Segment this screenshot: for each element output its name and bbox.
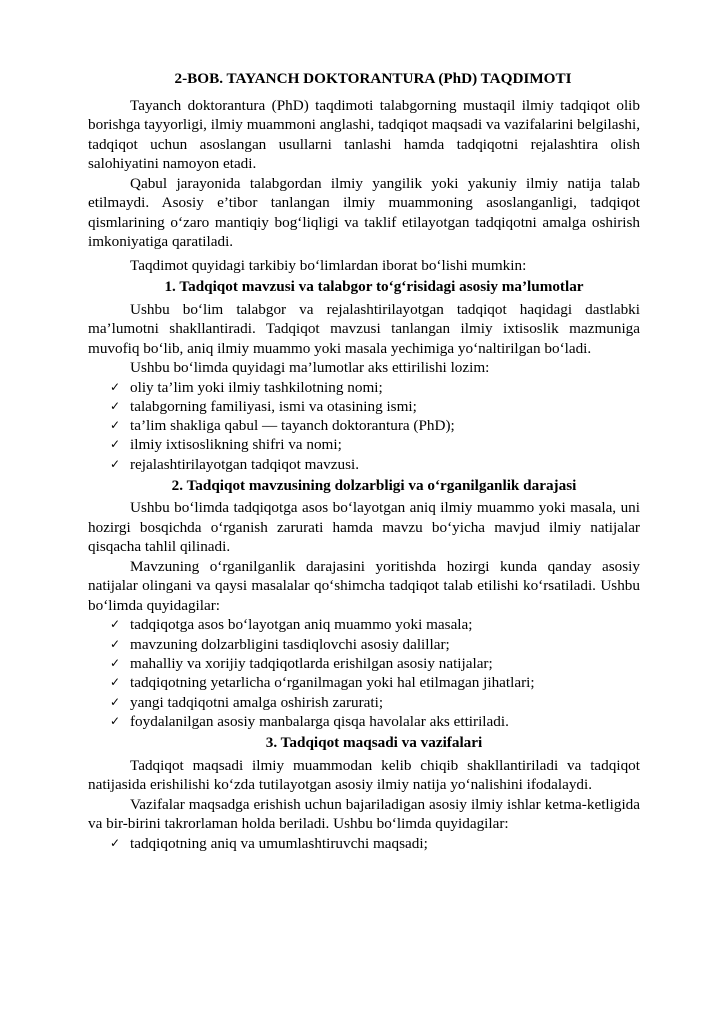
checklist <box>88 378 640 474</box>
checklist <box>88 615 640 731</box>
section-paragraph: Ushbu bo‘limda tadqiqotga asos bo‘layotgan aniq ilmiy muammo yoki masala, uni hozirgi bosqichda o‘rganish zarurati hamda mavzu bo‘yicha mavjud ilmiy natijalar qisqacha tahlil qilinadi. <box>88 499 640 556</box>
intro-paragraph: Qabul jarayonida talabgordan ilmiy yangilik yoki yakuniy ilmiy natija talab etilmaydi. Asosiy e’tibor tanlangan ilmiy muammoning asoslanganligi, tadqiqot qismlarining o‘zaro mantiqiy bog‘liqligi va taklif etilayotgan tadqiqotni amalga oshirish imkoniyatiga qaratiladi. <box>88 174 640 250</box>
check-mark-icon: ✓ <box>110 437 121 452</box>
list-item: ✓ mahalliy va xorijiy tadqiqotlarda erishilgan asosiy natijalar; <box>110 655 493 673</box>
check-mark-icon: ✓ <box>110 617 121 632</box>
list-item: ✓ tadqiqotning yetarlicha o‘rganilmagan yoki hal etilmagan jihatlari; <box>110 674 535 692</box>
section-heading: 2. Tadqiqot mavzusining dolzarbligi va o‘rganilganlik darajasi <box>171 476 577 494</box>
document-page <box>88 69 640 853</box>
check-mark-icon: ✓ <box>110 398 121 413</box>
list-item: ✓ rejalashtirilayotgan tadqiqot mavzusi. <box>110 455 360 473</box>
section-paragraph: Mavzuning o‘rganilganlik darajasini yoritishda hozirgi kunda qanday asosiy natijalar olingani va qaysi masalalar qo‘shimcha tadqiqot talab etilishi ko‘rsatiladi. Ushbu bo‘limda quyidagilar: <box>88 557 640 614</box>
section-paragraph: Vazifalar maqsadga erishish uchun bajariladigan asosiy ilmiy ishlar ketma-ketligida va bir-birini takrorlaman holda beriladi. Ushbu bo‘limda quyidagilar: <box>88 795 640 833</box>
section-paragraph: Ushbu bo‘lim talabgor va rejalashtirilayotgan tadqiqot haqidagi dastlabki ma’lumotni shakllantiradi. Tadqiqot mavzusi tanlangan ilmiy ixtisoslik mazmuniga muvofiq bo‘lib, aniq ilmiy muammo yoki masala yechimiga yo‘naltirilgan bo‘ladi. <box>88 300 640 357</box>
check-mark-icon: ✓ <box>110 694 121 709</box>
check-mark-icon: ✓ <box>110 835 121 850</box>
section-paragraph: Tadqiqot maqsadi ilmiy muammodan kelib chiqib shakllantiriladi va tadqiqot natijasida erishilishi ko‘zda tutilayotgan asosiy ilmiy natija yo‘nalishini ifodalaydi. <box>88 756 640 794</box>
section-paragraph: Ushbu bo‘limda quyidagi ma’lumotlar aks ettirilishi lozim: <box>130 359 490 376</box>
list-item: ✓ foydalanilgan asosiy manbalarga qisqa havolalar aks ettiriladi. <box>110 712 509 730</box>
check-mark-icon: ✓ <box>110 713 121 728</box>
list-item: ✓ ta’lim shakliga qabul — tayanch doktorantura (PhD); <box>110 417 455 435</box>
check-mark-icon: ✓ <box>110 636 121 651</box>
intro-paragraph: Tayanch doktorantura (PhD) taqdimoti talabgorning mustaqil ilmiy tadqiqot olib borishga tayyorligi, ilmiy muammoni anglashi, tadqiqot maqsadi va vazifalarini belgilashi, tadqiqot uchun asoslangan usullarni tanlashi hamda tadqiqotni rejalashtira olish salohiyatini namoyon etadi. <box>88 96 640 172</box>
page-title: 2-BOB. TAYANCH DOKTORANTURA (PhD) TAQDIMOTI <box>174 70 572 87</box>
list-item: ✓ tadqiqotga asos bo‘layotgan aniq muammo yoki masala; <box>110 616 473 634</box>
list-item: ✓ ilmiy ixtisoslikning shifri va nomi; <box>110 436 342 454</box>
check-mark-icon: ✓ <box>110 675 121 690</box>
section-heading: 3. Tadqiqot maqsadi va vazifalari <box>265 734 483 752</box>
check-mark-icon: ✓ <box>110 418 121 433</box>
list-item: ✓ oliy ta’lim yoki ilmiy tashkilotning nomi; <box>110 378 383 396</box>
checklist <box>88 834 640 853</box>
list-item: ✓ yangi tadqiqotni amalga oshirish zarurati; <box>110 693 384 711</box>
check-mark-icon: ✓ <box>110 656 121 671</box>
check-mark-icon: ✓ <box>110 456 121 471</box>
check-mark-icon: ✓ <box>110 379 121 394</box>
section-heading: 1. Tadqiqot mavzusi va talabgor to‘g‘risidagi asosiy ma’lumotlar <box>164 278 584 295</box>
list-item: ✓ tadqiqotning aniq va umumlashtiruvchi maqsadi; <box>110 834 428 852</box>
intro-paragraph: Taqdimot quyidagi tarkibiy bo‘limlardan iborat bo‘lishi mumkin: <box>130 256 527 274</box>
list-item: ✓ talabgorning familiyasi, ismi va otasining ismi; <box>110 397 417 415</box>
list-item: ✓ mavzuning dolzarbligini tasdiqlovchi asosiy dalillar; <box>110 635 450 653</box>
